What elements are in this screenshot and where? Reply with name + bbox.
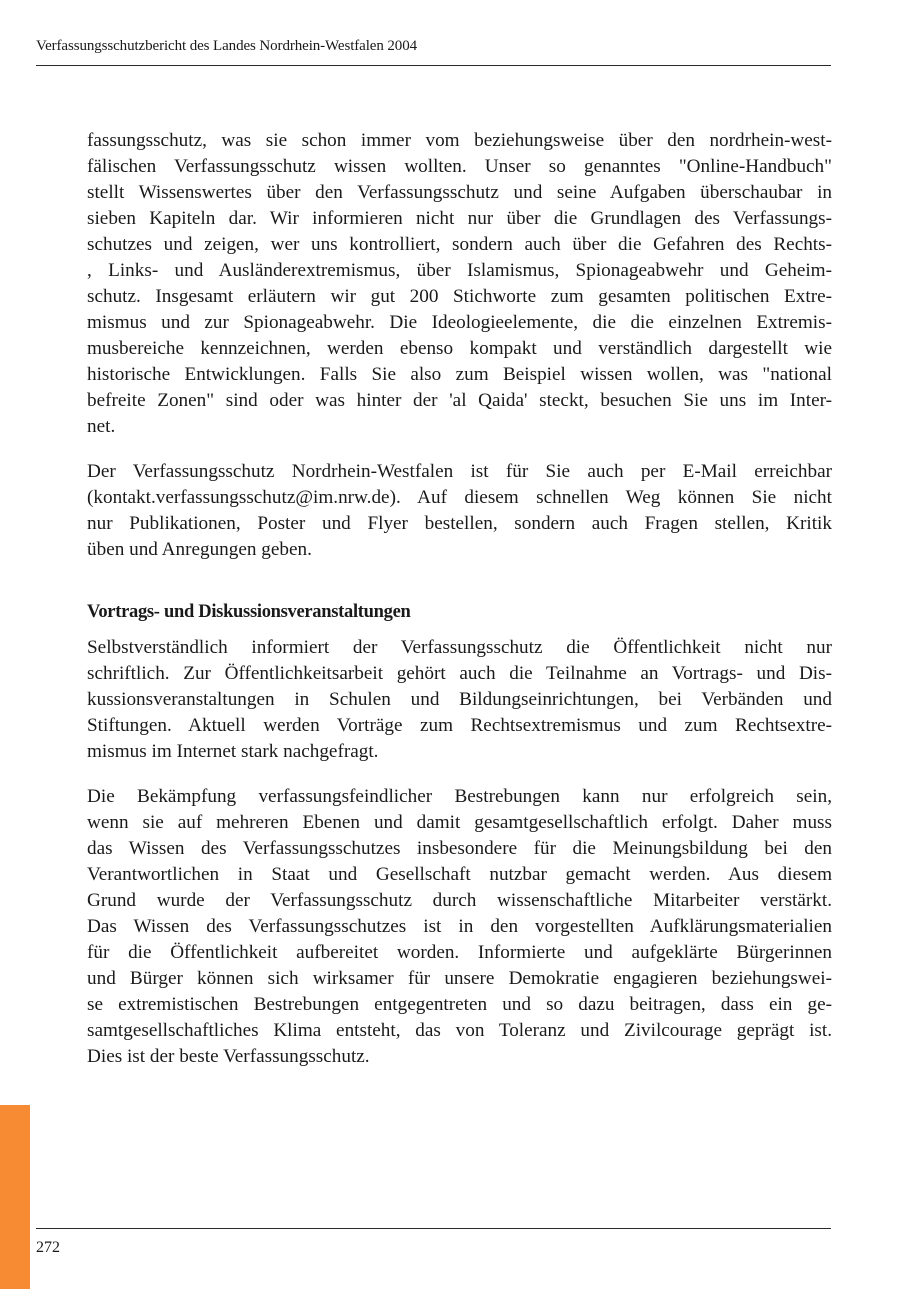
text-line: fassungsschutz, was sie schon immer vom beziehungsweise über den nordrhein-west- — [87, 130, 832, 151]
text-line: se extremistischen Bestrebungen entgegentreten und so dazu beitragen, dass ein ge- — [87, 994, 832, 1015]
text-line: schutz. Insgesamt erläutern wir gut 200 Stichworte zum gesamten politischen Extre- — [87, 286, 832, 307]
paragraph-online-handbook — [87, 128, 832, 440]
text-line: schutzes und zeigen, wer uns kontrolliert, sondern auch über die Gefahren des Rechts- — [87, 234, 832, 255]
text-line: Selbstverständlich informiert der Verfassungsschutz die Öffentlichkeit nicht nur — [87, 637, 832, 658]
paragraph-lectures — [87, 635, 832, 765]
text-line: Dies ist der beste Verfassungsschutz. — [87, 1046, 370, 1067]
text-line: Stiftungen. Aktuell werden Vorträge zum Rechtsextremismus und zum Rechtsextre- — [87, 715, 832, 736]
text-line: Verantwortlichen in Staat und Gesellschaft nutzbar gemacht werden. Aus diesem — [87, 864, 832, 885]
text-line: das Wissen des Verfassungsschutzes insbesondere für die Meinungsbildung bei den — [87, 838, 832, 859]
text-line: sieben Kapiteln dar. Wir informieren nicht nur über die Grundlagen des Verfassungs- — [87, 208, 832, 229]
section-heading: Vortrags- und Diskussionsveranstaltungen — [87, 602, 411, 622]
text-line: nur Publikationen, Poster und Flyer bestellen, sondern auch Fragen stellen, Kritik — [87, 513, 832, 534]
text-line: , Links- und Ausländerextremismus, über Islamismus, Spionageabwehr und Geheim- — [87, 260, 832, 281]
footer-rule — [36, 1228, 831, 1229]
text-line: Das Wissen des Verfassungsschutzes ist in den vorgestellten Aufklärungsmaterialien — [87, 916, 832, 937]
text-line: und Bürger können sich wirksamer für unsere Demokratie engagieren beziehungswei- — [87, 968, 832, 989]
text-line: üben und Anregungen geben. — [87, 539, 312, 560]
paragraph-email-contact — [87, 459, 832, 563]
paragraph-countering-extremism — [87, 784, 832, 1070]
header-rule — [36, 65, 831, 66]
text-line: wenn sie auf mehreren Ebenen und damit gesamtgesellschaftlich erfolgt. Daher muss — [87, 812, 832, 833]
text-line: (kontakt.verfassungsschutz@im.nrw.de). Auf diesem schnellen Weg können Sie nicht — [87, 487, 832, 508]
text-line: Der Verfassungsschutz Nordrhein-Westfalen ist für Sie auch per E-Mail erreichbar — [87, 461, 832, 482]
text-line: schriftlich. Zur Öffentlichkeitsarbeit gehört auch die Teilnahme an Vortrags- und Dis- — [87, 663, 832, 684]
running-header: Verfassungsschutzbericht des Landes Nordrhein-Westfalen 2004 — [36, 38, 418, 54]
text-line: mismus im Internet stark nachgefragt. — [87, 741, 379, 762]
text-line: Grund wurde der Verfassungsschutz durch wissenschaftliche Mitarbeiter verstärkt. — [87, 890, 832, 911]
text-line: für die Öffentlichkeit aufbereitet worden. Informierte und aufgeklärte Bürgerinnen — [87, 942, 832, 963]
text-line: historische Entwicklungen. Falls Sie also zum Beispiel wissen wollen, was "national — [87, 364, 832, 385]
text-line: Die Bekämpfung verfassungsfeindlicher Bestrebungen kann nur erfolgreich sein, — [87, 786, 832, 807]
text-line: kussionsveranstaltungen in Schulen und Bildungseinrichtungen, bei Verbänden und — [87, 689, 832, 710]
text-line: mismus und zur Spionageabwehr. Die Ideologieelemente, die die einzelnen Extremis- — [87, 312, 832, 333]
body-text — [87, 128, 832, 1070]
text-line: net. — [87, 416, 116, 437]
text-line: samtgesellschaftliches Klima entsteht, das von Toleranz und Zivilcourage geprägt ist. — [87, 1020, 832, 1041]
text-line: musbereiche kennzeichnen, werden ebenso kompakt und verständlich dargestellt wie — [87, 338, 832, 359]
text-line: befreite Zonen" sind oder was hinter der 'al Qaida' steckt, besuchen Sie uns im Inter- — [87, 390, 832, 411]
side-tab-marker — [0, 1105, 30, 1289]
text-line: fälischen Verfassungsschutz wissen wollten. Unser so genanntes "Online-Handbuch" — [87, 156, 832, 177]
page-number: 272 — [36, 1239, 60, 1256]
text-line: stellt Wissenswertes über den Verfassungsschutz und seine Aufgaben überschaubar in — [87, 182, 832, 203]
